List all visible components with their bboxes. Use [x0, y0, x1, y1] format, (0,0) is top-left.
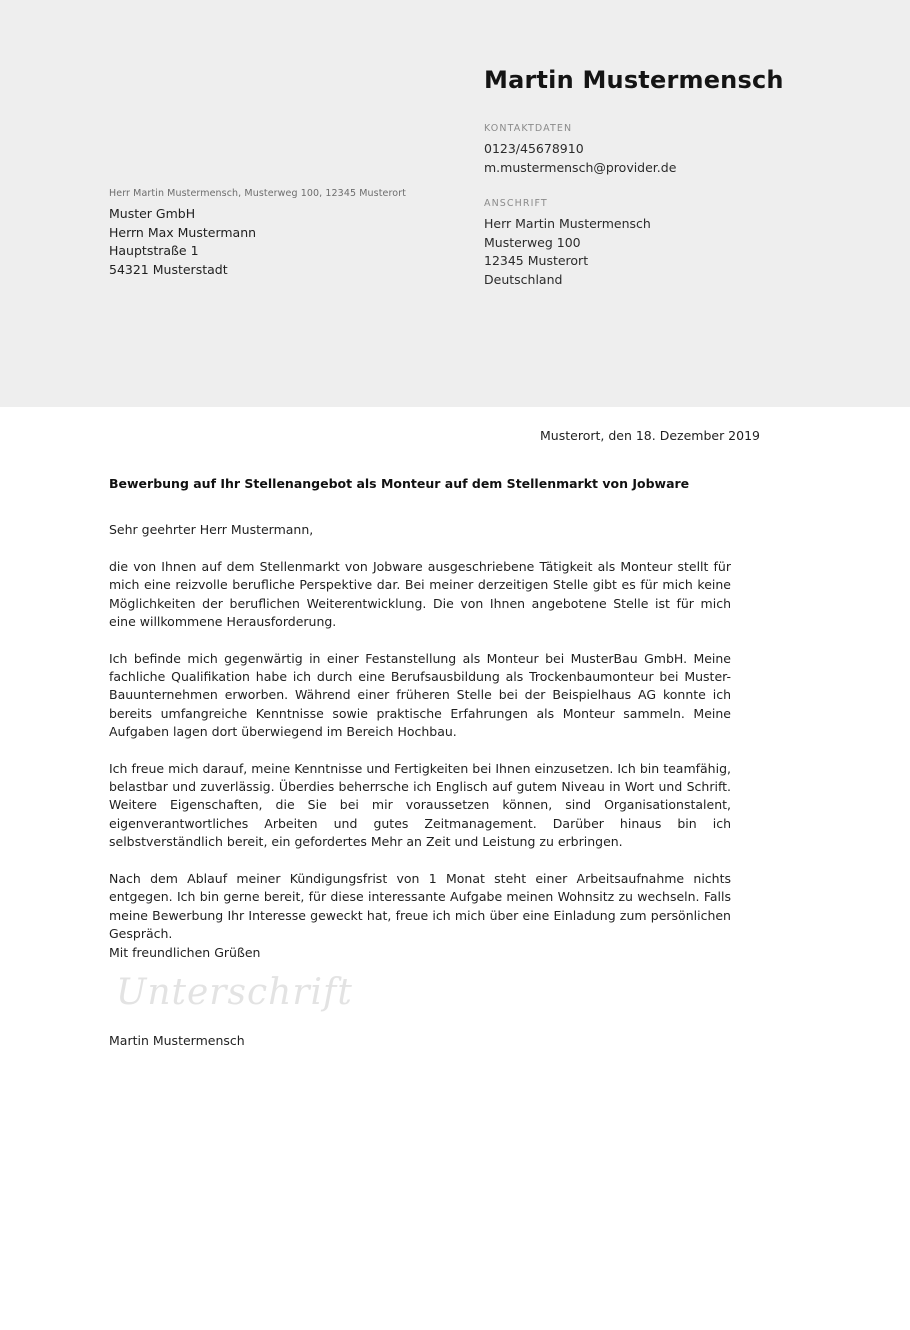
contact-phone: 0123/45678910 — [484, 141, 584, 156]
sender-address-line: Musterweg 100 — [484, 234, 581, 250]
recipient-address-line: Herrn Max Mustermann — [109, 224, 257, 240]
recipient-address-line: Muster GmbH — [109, 206, 196, 221]
sender-address-label: ANSCHRIFT — [484, 198, 548, 209]
salutation: Sehr geehrter Herr Mustermann, — [109, 522, 314, 537]
letter-paragraph: die von Ihnen auf dem Stellenmarkt von Jobware ausgeschriebene Tätigkeit als Monteur stellt für mich eine reizvolle berufliche Perspektive dar. Bei meiner derzeitigen Stelle gibt es für mich keine Möglichkeiten der beruflichen Weiterentwicklung. Die von Ihnen angebotene Stelle ist für mich eine willkommene Herausforderung. — [109, 559, 731, 630]
letter-paragraph: Ich befinde mich gegenwärtig in einer Festanstellung als Monteur bei MusterBau GmbH. Meine fachliche Qualifikation habe ich durch eine Berufsausbildung als Trockenbaumonteur bei Muster-Bauunternehmen erworben. Während einer früheren Stelle bei der Beispielhaus AG konnte ich bereits umfangreiche Kenntnisse sowie praktische Erfahrungen als Monteur sammeln. Meine Aufgaben lagen dort überwiegend im Bereich Hochbau. — [109, 650, 731, 740]
signature-name: Martin Mustermensch — [109, 1033, 245, 1048]
contact-details-block — [484, 123, 864, 177]
signature-placeholder: Unterschrift — [116, 972, 353, 1013]
return-address-line: Herr Martin Mustermensch, Musterweg 100, 12345 Musterort — [109, 188, 407, 199]
page-title: Martin Mustermensch — [484, 66, 784, 94]
contact-details-label: KONTAKTDATEN — [484, 123, 573, 134]
date-line: Musterort, den 18. Dezember 2019 — [540, 428, 760, 443]
subject-line: Bewerbung auf Ihr Stellenangebot als Monteur auf dem Stellenmarkt von Jobware — [109, 476, 690, 491]
recipient-address-line: Hauptstraße 1 — [109, 243, 199, 258]
sender-address-line: Herr Martin Mustermensch — [484, 216, 651, 231]
contact-email: m.mustermensch@provider.de — [484, 159, 677, 175]
sender-address-line: 12345 Musterort — [484, 253, 589, 268]
letter-paragraphs — [109, 558, 731, 961]
sender-address-block — [484, 198, 864, 289]
letter-paragraph: Nach dem Ablauf meiner Kündigungsfrist von 1 Monat steht einer Arbeitsaufnahme nichts entgegen. Ich bin gerne bereit, für diese interessante Aufgabe meinen Wohnsitz zu wechseln. Falls meine Bewerbung Ihr Interesse geweckt hat, freue ich mich über eine Einladung zum persönlichen Gespräch. — [109, 870, 731, 941]
recipient-address-block — [109, 205, 469, 279]
header-band — [0, 0, 910, 407]
sender-address-line: Deutschland — [484, 271, 563, 287]
closing-phrase: Mit freundlichen Grüßen — [109, 945, 261, 960]
letter-paragraph: Ich freue mich darauf, meine Kenntnisse und Fertigkeiten bei Ihnen einzusetzen. Ich bin teamfähig, belastbar und zuverlässig. Überdies beherrsche ich Englisch auf gutem Niveau in Wort und Schrift. Weitere Eigenschaften, die Sie bei mir voraussetzen können, sind Organisationstalent, eigenverantwortliches Arbeiten und gutes Zeitmanagement. Darüber hinaus bin ich selbstverständlich bereit, ein gefordertes Mehr an Zeit und Leistung zu erbringen. — [109, 760, 731, 850]
recipient-address-line: 54321 Musterstadt — [109, 261, 228, 277]
